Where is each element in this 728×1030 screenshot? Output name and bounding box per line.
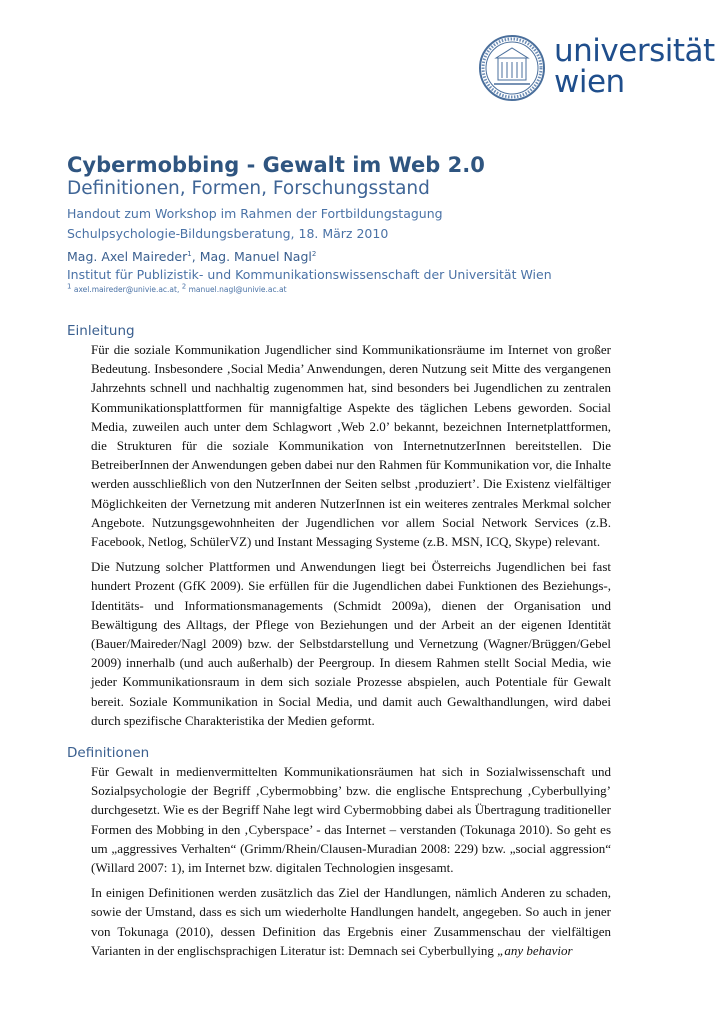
email-2-footnote: 2 (181, 282, 187, 291)
university-wordmark (554, 33, 715, 100)
document-subtitle: Definitionen, Formen, Forschungsstand (67, 178, 430, 199)
handout-line-1: Handout zum Workshop im Rahmen der Fortbildungstagung (67, 206, 443, 221)
author-2-footnote: 2 (311, 249, 317, 258)
document-header (67, 152, 627, 296)
author-separator: , (191, 249, 200, 264)
section-title-einleitung: Einleitung (67, 323, 135, 339)
document-title: Cybermobbing - Gewalt im Web 2.0 (67, 153, 485, 177)
section-einleitung (67, 322, 611, 736)
einleitung-paragraph-1: Für die soziale Kommunikation Jugendlicher sind Kommunikationsräume im Internet von großer Bedeutung. Insbesondere ‚Social Media’ Anwendungen, deren Nutzung seit Mitte des vergangenen Jahrzehnts schnell und nachhaltig zugenommen hat, sind besonders bei Jugendlichen zu zentralen Kommunikationsplattformen für mannigfaltige Aspekte des täglichen Lebens geworden. Social Media, zuweilen auch unter dem Schlagwort ‚Web 2.0’ bekannt, bezeichnen Internetplattformen, die Strukturen für die soziale Kommunikation von InternetnutzerInnen bereitstellen. Die BetreiberInnen der Anwendungen geben dabei nur den Rahmen für Kommunikation vor, die Inhalte werden ausschließlich von den NutzerInnen der Seiten selbst ‚produziert’. Die Existenz vielfältiger Möglichkeiten der Vernetzung mit anderen NutzerInnen ist ein weiteres zentrales Merkmal solcher Angebote. Nutzungsgewohnheiten der Jugendlichen vor allem Social Network Services (z.B. Facebook, Netlog, SchülerVZ) und Instant Messaging Systeme (z.B. MSN, ICQ, Skype) relevant. (91, 342, 611, 550)
email-1[interactable]: axel.maireder@univie.ac.at (73, 285, 177, 294)
institute-line: Institut für Publizistik- und Kommunikationswissenschaft der Universität Wien (67, 267, 552, 282)
definitionen-paragraph-2 (91, 883, 611, 960)
definitionen-paragraph-2-quote: „any behavior (497, 942, 573, 958)
authors-line (67, 248, 627, 266)
email-1-footnote: 1 (67, 282, 72, 291)
author-1: Mag. Axel Maireder (67, 249, 188, 264)
university-seal-icon (478, 34, 546, 102)
wordmark-line-1: universität (554, 33, 715, 69)
email-separator: , (176, 285, 182, 294)
wordmark-line-2: wien (554, 64, 625, 100)
einleitung-paragraph-2: Die Nutzung solcher Plattformen und Anwendungen liegt bei Österreichs Jugendlichen bei fast hundert Prozent (GfK 2009). Sie erfüllen für die Jugendlichen dabei Funktionen des Beziehungs-, Identitäts- und Informationsmanagements (Schmidt 2009a), dienen der Organisation und Bewältigung des Alltags, der Pflege von Beziehungen und der Arbeit an der eigenen Identität (Bauer/Maireder/Nagl 2009) bzw. der Selbstdarstellung und Vernetzung (Wagner/Brüggen/Gebel 2009) innerhalb (und auch außerhalb) der Peergroup. In diesem Rahmen stellt Social Media, wie jeder Kommunikationsraum in dem sich soziale Prozesse abspielen, auch Potentiale für Gewalt bereit. Soziale Kommunikation in Social Media, und damit auch Gewalthandlungen, wird dabei durch spezifische Charakteristika der Medien geformt. (91, 559, 611, 728)
section-definitionen (67, 744, 611, 966)
university-logo (478, 33, 715, 106)
definitionen-paragraph-2-text: In einigen Definitionen werden zusätzlich das Ziel der Handlungen, nämlich Anderen zu schaden, sowie der Umstand, dass es sich um wiederholte Handlungen handelt, angegeben. So auch in jener von Tokunaga (2010), dessen Definition das Ergebnis einer Zusammenschau der vielfältigen Varianten in der englischsprachigen Literatur ist: Demnach sei Cyberbullying (91, 885, 611, 958)
author-1-footnote: 1 (187, 249, 192, 258)
email-2[interactable]: manuel.nagl@univie.ac.at (188, 285, 287, 294)
handout-line-2: Schulpsychologie-Bildungsberatung, 18. März 2010 (67, 226, 389, 241)
author-2: Mag. Manuel Nagl (199, 249, 312, 264)
definitionen-paragraph-1: Für Gewalt in medienvermittelten Kommunikationsräumen hat sich in Sozialwissenschaft und Sozialpsychologie der Begriff ‚Cybermobbing’ bzw. die englische Entsprechung ‚Cyberbullying’ durchgesetzt. Wie es der Begriff Nahe legt wird Cybermobbing dabei als Übertragung traditioneller Formen des Mobbing in den ‚Cyberspace’ - das Internet – verstanden (Tokunaga 2010). So geht es um „aggressives Verhalten“ (Grimm/Rhein/Clausen-Muradian 2008: 229) bzw. „social aggression“ (Willard 2007: 1), im Internet bzw. digitalen Technologien insgesamt. (91, 764, 611, 876)
email-line (67, 284, 627, 296)
section-title-definitionen: Definitionen (67, 745, 150, 761)
